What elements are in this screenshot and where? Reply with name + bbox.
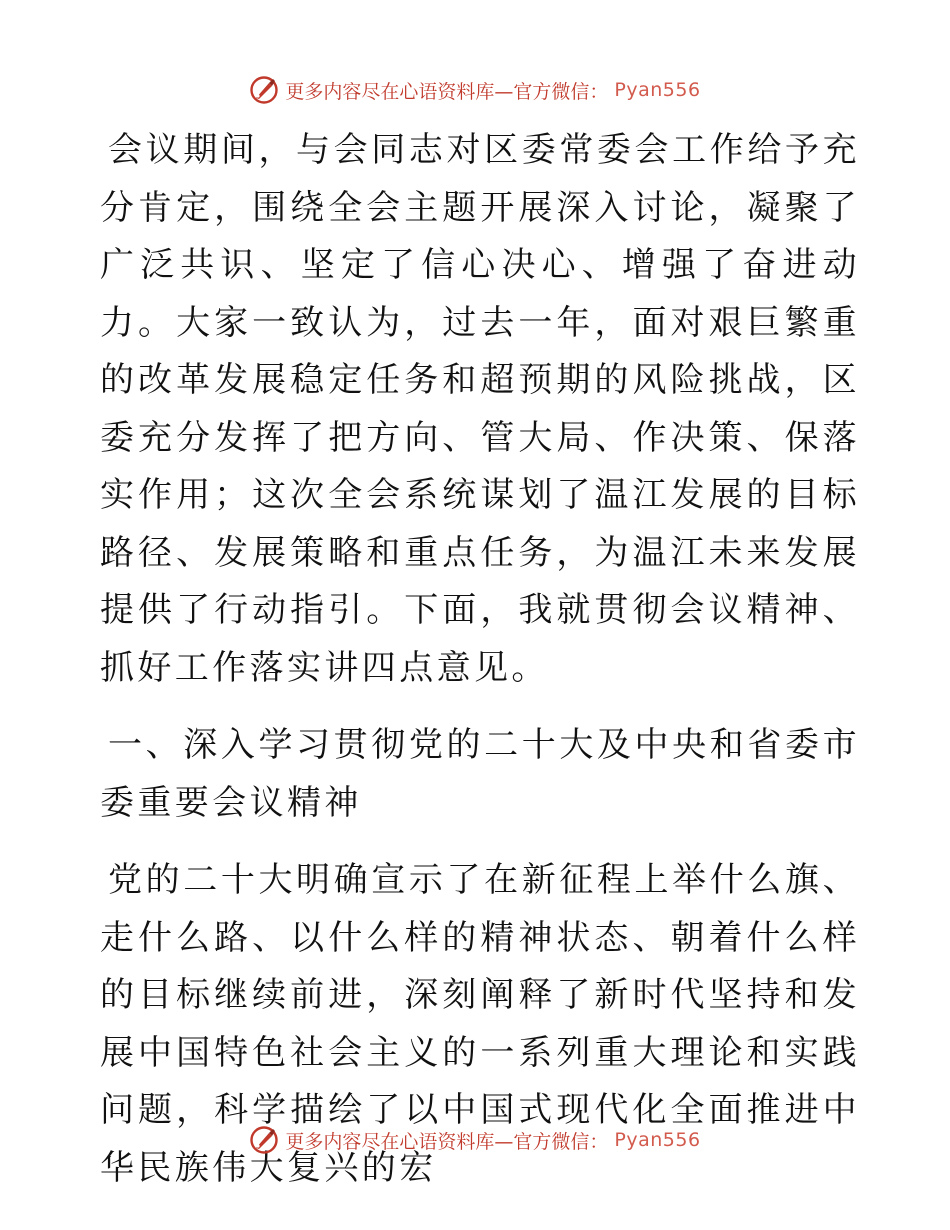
footer-banner — [249, 1125, 700, 1155]
page-header — [0, 70, 950, 110]
header-banner — [249, 75, 700, 105]
header-banner-text: 更多内容尽在心语资料库—官方微信： — [285, 80, 609, 103]
paragraph-congress: 党的二十大明确宣示了在新征程上举什么旗、走什么路、以什么样的精神状态、朝着什么样的目标继续前进，深刻阐释了新时代坚持和发展中国特色社会主义的一系列重大理论和实践问题，科学描绘了以中国式现代化全面推进中华民族伟大复兴的宏 — [100, 860, 860, 1188]
footer-banner-text: 更多内容尽在心语资料库—官方微信： — [285, 1130, 609, 1153]
fountain-pen-logo-icon — [249, 75, 279, 105]
document-body — [100, 122, 860, 1197]
section-heading-1: 一、深入学习贯彻党的二十大及中央和省委市委重要会议精神 — [100, 725, 860, 823]
header-banner-id: Pyan556 — [614, 79, 701, 101]
footer-banner-id: Pyan556 — [614, 1129, 701, 1151]
page-footer — [0, 1120, 950, 1160]
paragraph-meeting: 会议期间，与会同志对区委常委会工作给予充分肯定，围绕全会主题开展深入讨论，凝聚了广泛共识、坚定了信心决心、增强了奋进动力。大家一致认为，过去一年，面对艰巨繁重的改革发展稳定任务和超预期的风险挑战，区委充分发挥了把方向、管大局、作决策、保落实作用；这次全会系统谋划了温江发展的目标路径、发展策略和重点任务，为温江未来发展提供了行动指引。下面，我就贯彻会议精神、抓好工作落实讲四点意见。 — [100, 130, 860, 688]
fountain-pen-logo-icon — [249, 1125, 279, 1155]
